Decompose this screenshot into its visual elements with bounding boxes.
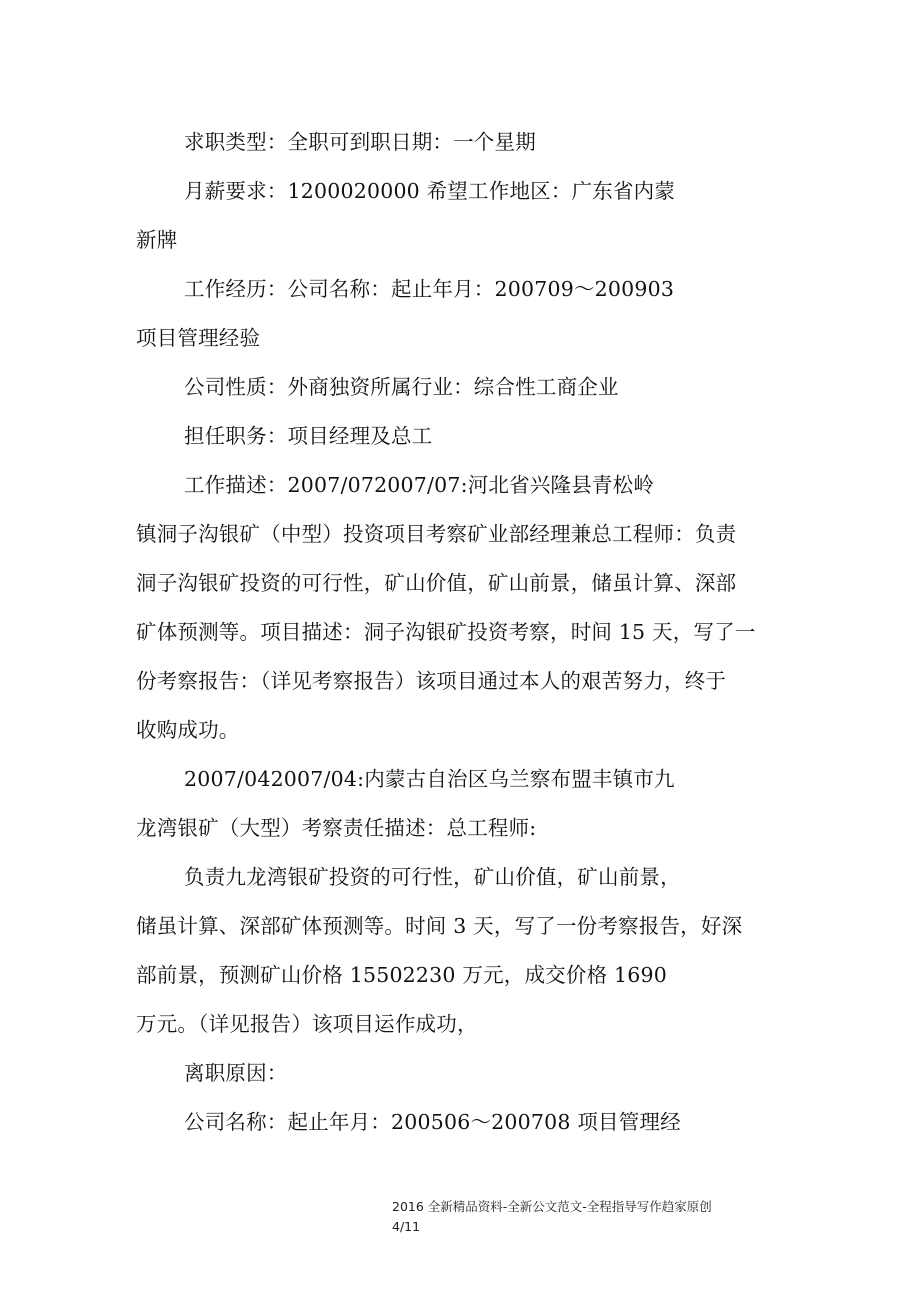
text-line-paragraph-1c: 矿体预测等。项目描述：洞子沟银矿投资考察，时间 15 天，写了一 [136, 620, 756, 644]
text-line-paragraph-1a: 镇洞子沟银矿（中型）投资项目考察矿业部经理兼总工程师：负责 [136, 522, 737, 546]
text-line-paragraph-3c: 部前景，预测矿山价格 15502230 万元，成交价格 1690 [136, 963, 667, 987]
text-line-work-description: 工作描述：2007/072007/07:河北省兴隆县青松岭 [184, 473, 655, 497]
text-line-experience: 项目管理经验 [136, 326, 261, 350]
text-line-work-history: 工作经历：公司名称：起止年月：200709～200903 [184, 277, 675, 301]
text-line-paragraph-2a: 2007/042007/04:内蒙古自治区乌兰察布盟丰镇市九 [184, 767, 675, 791]
text-line-paragraph-3b: 储虽计算、深部矿体预测等。时间 3 天，写了一份考察报告，好深 [136, 914, 743, 938]
text-line-paragraph-3a: 负责九龙湾银矿投资的可行性，矿山价值，矿山前景， [184, 865, 681, 889]
text-line-paragraph-1d: 份考察报告：（详见考察报告）该项目通过本人的艰苦努力，终于 [136, 669, 727, 693]
text-line-paragraph-1b: 洞子沟银矿投资的可行性，矿山价值，矿山前景，储虽计算、深部 [136, 571, 737, 595]
text-line-salary: 月薪要求：1200020000 希望工作地区：广东省内蒙 [184, 179, 676, 203]
text-line-job-type: 求职类型：全职可到职日期：一个星期 [184, 130, 536, 154]
text-line-paragraph-2b: 龙湾银矿（大型）考察责任描述：总工程师: [136, 816, 537, 840]
text-line-paragraph-3d: 万元。（详见报告）该项目运作成功， [136, 1012, 478, 1036]
text-line-company-nature: 公司性质：外商独资所属行业：综合性工商企业 [184, 375, 619, 399]
footer-slogan: 2016 全新精品资料-全新公文范文-全程指导写作趋家原创 [392, 1199, 712, 1214]
text-line-paragraph-1e: 收购成功。 [136, 718, 240, 742]
text-line-location-cont: 新牌 [136, 228, 178, 252]
text-line-company-name: 公司名称：起止年月：200506～200708 项目管理经 [184, 1110, 681, 1134]
page-number: 4/11 [392, 1219, 421, 1234]
text-line-position: 担任职务：项目经理及总工 [184, 424, 433, 448]
text-line-leave-reason: 离职原因： [184, 1061, 288, 1085]
